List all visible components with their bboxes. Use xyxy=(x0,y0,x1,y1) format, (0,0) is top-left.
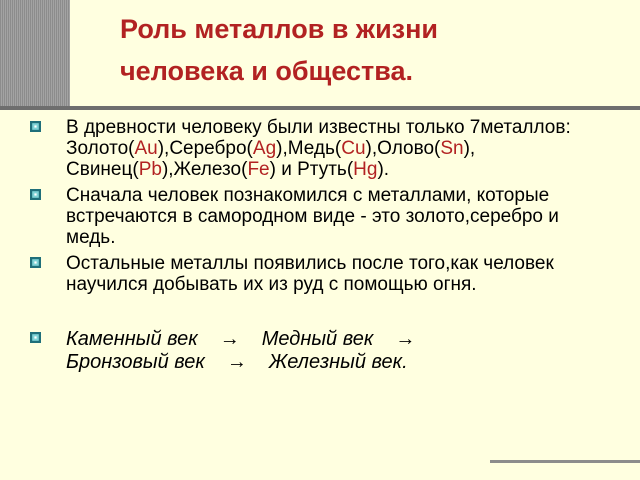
ages-row-2 xyxy=(66,351,610,374)
text-end-2: ). xyxy=(377,159,390,180)
symbol-cu: Cu xyxy=(341,138,366,159)
iron-age: Железный век xyxy=(268,351,403,373)
ages-row-1 xyxy=(66,328,610,351)
symbol-fe: Fe xyxy=(247,159,270,180)
bullet-item-native-metals xyxy=(30,185,610,248)
ages-end: . xyxy=(402,351,408,373)
known-metals-line-2 xyxy=(66,159,610,180)
decorative-horizontal-line xyxy=(0,106,640,110)
known-metals-line-1 xyxy=(66,138,610,159)
bronze-age: Бронзовый век xyxy=(66,351,205,373)
text-lead: Свинец( xyxy=(66,159,139,180)
arrow-right-icon: → xyxy=(395,328,416,350)
symbol-sn: Sn xyxy=(440,138,464,159)
symbol-pb: Pb xyxy=(138,159,162,180)
square-bullet-icon xyxy=(30,257,41,268)
text-mercury: ) и Ртуть( xyxy=(269,159,354,180)
text-iron: ),Железо( xyxy=(161,159,248,180)
slide-title xyxy=(120,8,620,92)
square-bullet-icon xyxy=(30,121,41,132)
text-end-1: ), xyxy=(463,138,476,159)
square-bullet-icon xyxy=(30,332,41,343)
title-line-2: человека и общества. xyxy=(120,56,413,86)
decorative-bottom-line xyxy=(490,460,640,463)
text-tin: ),Олово( xyxy=(365,138,441,159)
symbol-au: Au xyxy=(134,138,158,159)
known-metals-intro: В древности человеку были известны только 7металлов: xyxy=(66,117,571,138)
arrow-right-icon: → xyxy=(226,351,247,373)
arrow-right-icon: → xyxy=(219,328,240,350)
bullet-item-ages xyxy=(30,328,610,374)
ore-metals-text: Остальные металлы появились после того,как человек научился добывать их из руд с помощью огня. xyxy=(66,253,554,295)
text-gold: Золото( xyxy=(66,138,135,159)
native-metals-text: Сначала человек познакомился с металлами, которые встречаются в самородном виде - это золото,серебро и медь. xyxy=(66,185,559,248)
text-silver: ),Серебро( xyxy=(157,138,253,159)
bullet-item-known-metals xyxy=(30,117,610,180)
bullet-item-ore-metals xyxy=(30,253,610,295)
title-line-1: Роль металлов в жизни xyxy=(120,14,438,44)
bullet-list xyxy=(30,117,610,379)
copper-age: Медный век xyxy=(261,328,374,350)
stone-age: Каменный век xyxy=(66,328,198,350)
symbol-ag: Ag xyxy=(252,138,277,159)
square-bullet-icon xyxy=(30,189,41,200)
symbol-hg: Hg xyxy=(353,159,378,180)
text-copper: ),Медь( xyxy=(276,138,342,159)
decorative-striped-bar xyxy=(0,0,70,106)
